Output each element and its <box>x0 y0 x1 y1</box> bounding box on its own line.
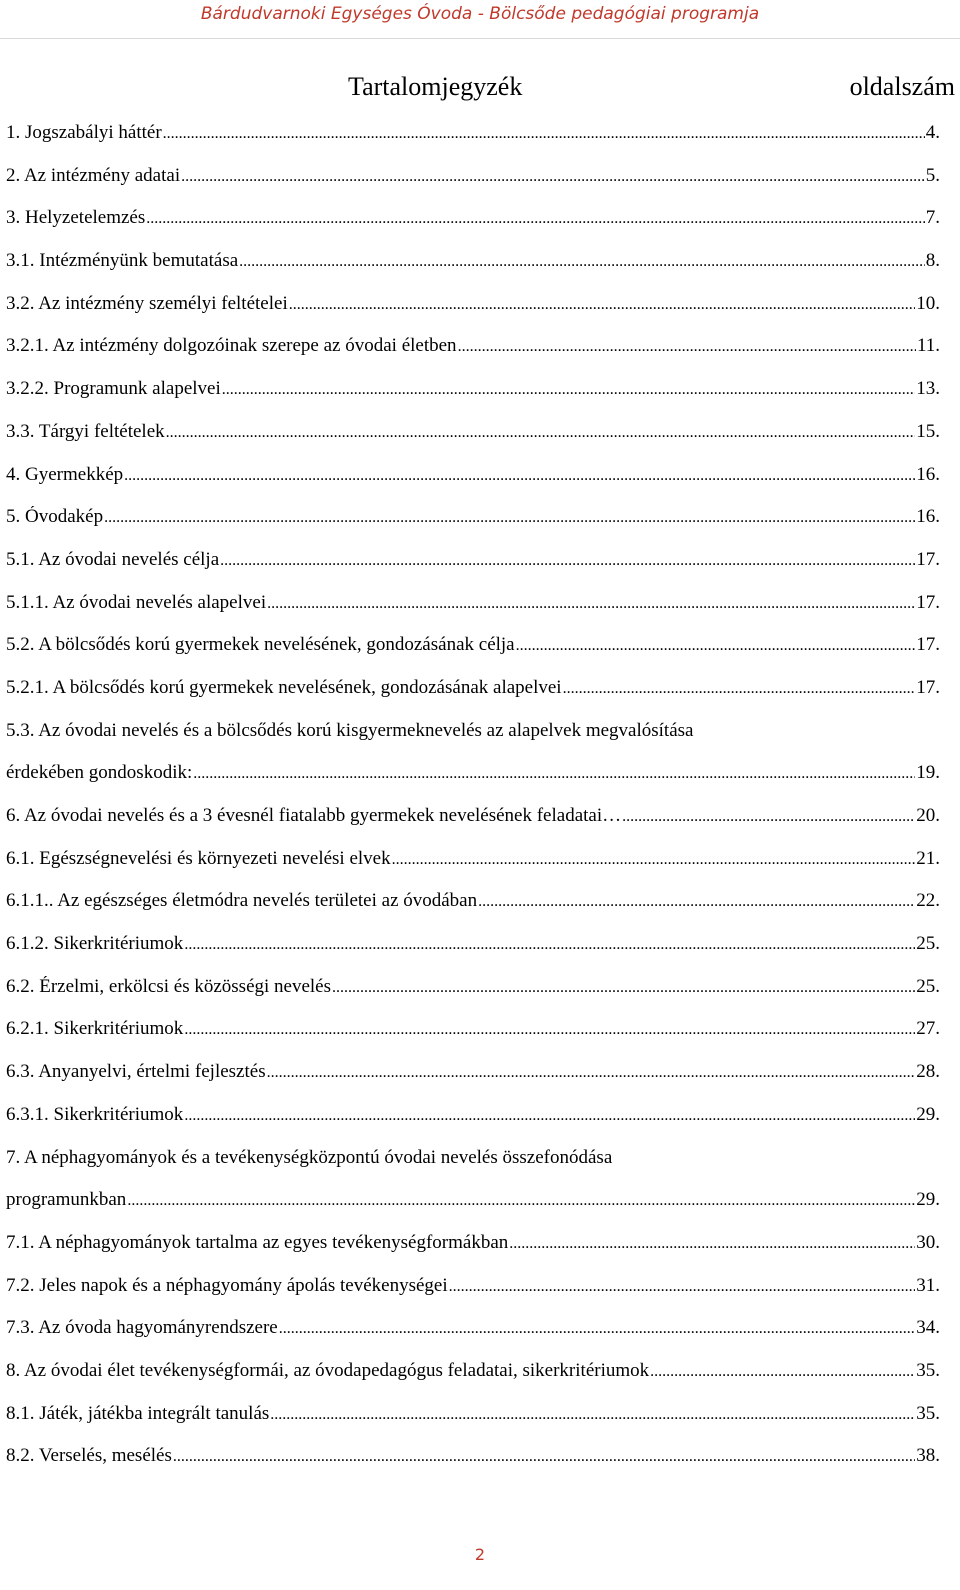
toc-entry-page: 17. <box>916 548 940 570</box>
toc-entry[interactable] <box>6 378 940 421</box>
toc-entry[interactable] <box>6 762 940 805</box>
toc-entry-title: 3.1. Intézményünk bemutatása <box>6 250 239 272</box>
toc-entry-page: 7. <box>925 207 940 229</box>
toc-entry-title: 6. Az óvodai nevelés és a 3 évesnél fiatalabb gyermekek nevelésének feladatai… <box>6 805 622 826</box>
toc-entry-page: 19. <box>916 762 940 784</box>
dot-leader <box>449 1278 916 1296</box>
dot-leader <box>289 296 916 314</box>
dot-leader <box>267 1064 916 1082</box>
toc-entry[interactable] <box>6 549 940 592</box>
toc-entry-page: 31. <box>916 1274 940 1296</box>
dot-leader <box>279 1320 916 1338</box>
header-divider <box>0 38 960 39</box>
toc-entry-page: 25. <box>916 975 940 997</box>
toc-entry-page: 34. <box>916 1317 940 1339</box>
toc-entry-title: 5.3. Az óvodai nevelés és a bölcsődés korú kisgyermeknevelés az alapelvek megvalósítása <box>6 719 694 741</box>
toc-entry[interactable] <box>6 506 940 549</box>
toc-entry[interactable] <box>6 848 940 891</box>
toc-entry-title: 7.3. Az óvoda hagyományrendszere <box>6 1317 278 1339</box>
toc-entry-page: 28. <box>916 1061 940 1083</box>
dot-leader <box>184 1021 915 1039</box>
toc-entry-page: 35. <box>916 1359 940 1381</box>
toc-entry[interactable] <box>6 1147 940 1190</box>
toc-entry-page: 15. <box>916 420 940 442</box>
toc-entry-page: 35. <box>916 1402 940 1424</box>
toc-entry-page: 25. <box>916 933 940 955</box>
dot-leader <box>516 637 916 655</box>
toc-entry-page: 22. <box>916 890 940 912</box>
toc-entry[interactable] <box>6 1403 940 1446</box>
toc-entry-title: 5.1. Az óvodai nevelés célja <box>6 548 220 570</box>
dot-leader <box>458 338 916 356</box>
page-column-label: oldalszám <box>849 72 955 101</box>
toc-entry-title: 3. Helyzetelemzés <box>6 207 146 229</box>
toc-entry-title: 1. Jogszabályi háttér <box>6 122 162 143</box>
toc-entry[interactable] <box>6 122 940 165</box>
toc-entry-page: 21. <box>916 847 940 869</box>
toc-entry-page: 8. <box>925 250 940 272</box>
dot-leader <box>267 595 915 613</box>
toc-entry[interactable] <box>6 464 940 507</box>
toc-entry[interactable] <box>6 1360 940 1403</box>
toc-entry-page: 30. <box>916 1231 940 1253</box>
dot-leader <box>509 1235 915 1253</box>
dot-leader <box>146 210 924 228</box>
dot-leader <box>392 851 916 869</box>
dot-leader <box>166 424 916 442</box>
dot-leader <box>184 936 915 954</box>
toc-entry[interactable] <box>6 890 940 933</box>
toc-entry-title: 6.1.2. Sikerkritériumok <box>6 933 184 955</box>
toc-entry-title: 7.2. Jeles napok és a néphagyomány ápolás tevékenységei <box>6 1274 448 1296</box>
toc-entry[interactable] <box>6 720 940 763</box>
toc-entry-title: 3.2.1. Az intézmény dolgozóinak szerepe az óvodai életben <box>6 335 457 357</box>
toc-entry[interactable] <box>6 805 940 848</box>
dot-leader <box>104 509 915 527</box>
toc-entry-page: 29. <box>916 1189 940 1211</box>
toc-entry-title: 7.1. A néphagyományok tartalma az egyes tevékenységformákban <box>6 1231 509 1253</box>
toc-entry-title: 6.2. Érzelmi, erkölcsi és közösségi nevelés <box>6 975 332 997</box>
toc-entry[interactable] <box>6 1317 940 1360</box>
toc-entry-title: 8.2. Verselés, mesélés <box>6 1445 172 1467</box>
toc-entry-page: 27. <box>916 1018 940 1040</box>
toc-entry-page: 16. <box>916 506 940 528</box>
toc-entry-page: 17. <box>916 591 940 613</box>
toc-entry-page: 13. <box>916 378 940 400</box>
dot-leader <box>622 808 915 826</box>
toc-entry[interactable] <box>6 250 940 293</box>
toc-entry-title: 5.1.1. Az óvodai nevelés alapelvei <box>6 591 267 613</box>
toc-entry-page: 16. <box>916 463 940 485</box>
toc-entry-title: 6.3. Anyanyelvi, értelmi fejlesztés <box>6 1061 266 1083</box>
dot-leader <box>332 979 915 997</box>
dot-leader <box>222 381 915 399</box>
toc-entry-title: 6.1.1.. Az egészséges életmódra nevelés területei az óvodában <box>6 890 478 912</box>
toc-entry-title: 3.3. Tárgyi feltételek <box>6 420 165 442</box>
toc-entry-title: 5.2. A bölcsődés korú gyermekek nevelésének, gondozásának célja <box>6 634 515 656</box>
toc-entry-title: 5. Óvodakép <box>6 506 104 528</box>
toc-entry-title: 2. Az intézmény adatai <box>6 164 181 186</box>
toc-entry-title: 8. Az óvodai élet tevékenységformái, az óvodapedagógus feladatai, sikerkritériumok <box>6 1359 650 1381</box>
page-number: 2 <box>474 1545 486 1564</box>
dot-leader <box>173 1448 915 1466</box>
toc-entry[interactable] <box>6 207 940 250</box>
table-of-contents <box>6 122 940 1488</box>
dot-leader <box>270 1406 915 1424</box>
dot-leader <box>650 1363 915 1381</box>
toc-entry-title: programunkban <box>6 1189 127 1211</box>
toc-entry[interactable] <box>6 1232 940 1275</box>
toc-entry[interactable] <box>6 1445 940 1488</box>
dot-leader <box>478 893 915 911</box>
toc-entry-page: 4. <box>925 122 940 143</box>
dot-leader <box>124 467 915 485</box>
toc-entry[interactable] <box>6 634 940 677</box>
dot-leader <box>220 552 915 570</box>
toc-entry-page: 17. <box>916 634 940 656</box>
toc-entry[interactable] <box>6 1104 940 1147</box>
toc-entry[interactable] <box>6 293 940 336</box>
toc-entry[interactable] <box>6 165 940 208</box>
toc-entry-page: 20. <box>916 805 940 826</box>
toc-entry-page: 38. <box>916 1445 940 1467</box>
toc-entry-title: 6.3.1. Sikerkritériumok <box>6 1103 184 1125</box>
dot-leader <box>127 1192 915 1210</box>
toc-entry[interactable] <box>6 592 940 635</box>
toc-entry-page: 10. <box>916 292 940 314</box>
toc-entry-title: 6.1. Egészségnevelési és környezeti nevelési elvek <box>6 847 391 869</box>
toc-entry[interactable] <box>6 1275 940 1318</box>
toc-entry-title: érdekében gondoskodik: <box>6 762 193 784</box>
toc-entry-title: 5.2.1. A bölcsődés korú gyermekek nevelésének, gondozásának alapelvei <box>6 676 562 698</box>
toc-entry-title: 4. Gyermekkép <box>6 463 124 485</box>
toc-entry[interactable] <box>6 1061 940 1104</box>
toc-entry-title: 3.2.2. Programunk alapelvei <box>6 378 221 400</box>
dot-leader <box>563 680 916 698</box>
dot-leader <box>184 1107 915 1125</box>
toc-entry-page: 29. <box>916 1103 940 1125</box>
dot-leader <box>193 765 915 783</box>
dot-leader <box>239 253 925 271</box>
toc-entry[interactable] <box>6 1018 940 1061</box>
toc-entry[interactable] <box>6 933 940 976</box>
dot-leader <box>163 125 925 143</box>
toc-entry-title: 7. A néphagyományok és a tevékenységközpontú óvodai nevelés összefonódása <box>6 1146 613 1168</box>
toc-entry[interactable] <box>6 677 940 720</box>
toc-entry-title: 8.1. Játék, játékba integrált tanulás <box>6 1402 270 1424</box>
toc-title: Tartalomjegyzék <box>348 72 523 101</box>
toc-entry[interactable] <box>6 976 940 1019</box>
dot-leader <box>181 168 925 186</box>
toc-entry-page: 11. <box>916 335 940 357</box>
running-header: Bárdudvarnoki Egységes Óvoda - Bölcsőde pedagógiai programja <box>200 4 760 24</box>
toc-entry[interactable] <box>6 1189 940 1232</box>
toc-entry-title: 3.2. Az intézmény személyi feltételei <box>6 292 288 314</box>
toc-entry[interactable] <box>6 421 940 464</box>
toc-entry-title: 6.2.1. Sikerkritériumok <box>6 1018 184 1040</box>
toc-entry-page: 5. <box>925 164 940 186</box>
toc-entry[interactable] <box>6 335 940 378</box>
toc-entry-page: 17. <box>916 676 940 698</box>
